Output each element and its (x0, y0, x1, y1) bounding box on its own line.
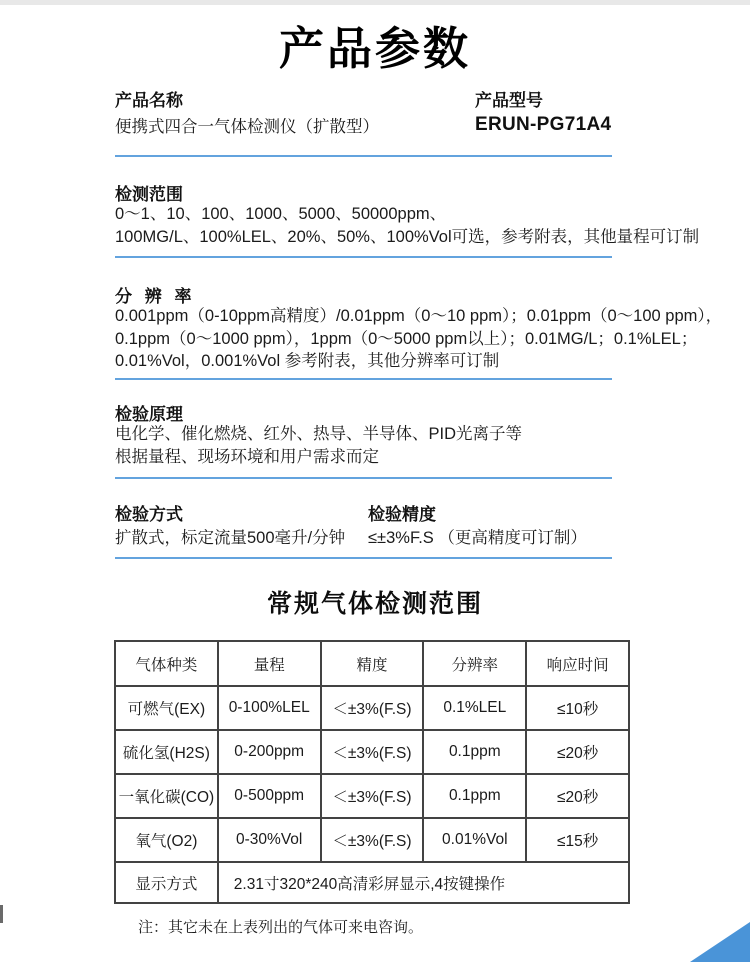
table-header-row (115, 641, 629, 686)
table-footnote: 注：其它未在上表列出的气体可来电咨询。 (138, 919, 424, 936)
cell-response-time: ≤20秒 (526, 730, 629, 774)
product-name-value: 便携式四合一气体检测仪（扩散型） (115, 118, 379, 136)
cell-gas-type: 可燃气(EX) (115, 686, 218, 730)
cell-gas-type: 氧气(O2) (115, 818, 218, 862)
resolution-line-1: 0.001ppm（0-10ppm高精度）/0.01ppm（0～10 ppm）；0.01ppm（0～100 ppm）， (115, 307, 723, 325)
cell-range: 0-500ppm (218, 774, 321, 818)
table-row-ex (115, 686, 629, 730)
cell-range: 0-100%LEL (218, 686, 321, 730)
range-line-1: 0～1、10、100、1000、5000、50000ppm、 (115, 205, 447, 223)
accuracy-value: ≤±3%F.S （更高精度可订制） (368, 529, 587, 547)
cell-range: 0-30%Vol (218, 818, 321, 862)
product-model-value: ERUN-PG71A4 (475, 114, 612, 135)
table-row-co (115, 774, 629, 818)
cell-gas-type: 一氧化碳(CO) (115, 774, 218, 818)
cell-response-time: ≤10秒 (526, 686, 629, 730)
cell-response-time: ≤15秒 (526, 818, 629, 862)
page-title: 产品参数 (278, 23, 471, 74)
cell-gas-type: 硫化氢(H2S) (115, 730, 218, 774)
section-divider (115, 477, 612, 479)
cell-display-label: 显示方式 (115, 862, 218, 903)
resolution-text (115, 305, 722, 373)
cell-accuracy: ＜±3%(F.S) (321, 774, 424, 818)
table-row-o2 (115, 818, 629, 862)
range-text (115, 203, 699, 248)
cell-accuracy: ＜±3%(F.S) (321, 730, 424, 774)
cell-display-value: 2.31寸320*240高清彩屏显示,4按键操作 (218, 862, 629, 903)
resolution-line-2: 0.1ppm（0～1000 ppm），1ppm（0～5000 ppm以上）；0.01MG/L；0.1%LEL； (115, 329, 698, 348)
section-divider (115, 256, 612, 258)
cell-range: 0-200ppm (218, 730, 321, 774)
table-row-display-mode (115, 862, 629, 903)
cell-resolution: 0.1ppm (423, 774, 526, 818)
cell-resolution: 0.1%LEL (423, 686, 526, 730)
principle-text (115, 423, 522, 468)
gas-table-title: 常规气体检测范围 (266, 590, 483, 618)
range-line-2: 100MG/L、100%LEL、20%、50%、100%Vol可选，参考附表，其他量程可订制 (115, 227, 700, 246)
col-header-range: 量程 (218, 641, 321, 686)
top-gray-strip (0, 0, 750, 5)
section-divider (115, 378, 612, 380)
cell-resolution: 0.1ppm (423, 730, 526, 774)
principle-line-1: 电化学、催化燃烧、红外、热导、半导体、PID光离子等 (115, 425, 523, 443)
corner-triangle-decoration (690, 922, 750, 962)
method-label: 检验方式 (115, 505, 183, 524)
cell-response-time: ≤20秒 (526, 774, 629, 818)
product-name-label: 产品名称 (115, 91, 183, 110)
cell-accuracy: ＜±3%(F.S) (321, 818, 424, 862)
gas-spec-table (114, 640, 630, 904)
principle-line-2: 根据量程、现场环境和用户需求而定 (115, 447, 379, 466)
col-header-resolution: 分辨率 (423, 641, 526, 686)
section-divider (115, 557, 612, 559)
resolution-label: 分 辨 率 (115, 287, 196, 306)
cell-accuracy: ＜±3%(F.S) (321, 686, 424, 730)
left-edge-artifact (0, 905, 3, 923)
range-label: 检测范围 (115, 185, 183, 204)
accuracy-label: 检验精度 (368, 505, 436, 524)
principle-label: 检验原理 (115, 405, 183, 424)
col-header-response-time: 响应时间 (526, 641, 629, 686)
col-header-accuracy: 精度 (321, 641, 424, 686)
col-header-gas-type: 气体种类 (115, 641, 218, 686)
table-row-h2s (115, 730, 629, 774)
resolution-line-3: 0.01%Vol，0.001%Vol 参考附表，其他分辨率可订制 (115, 352, 500, 370)
cell-resolution: 0.01%Vol (423, 818, 526, 862)
section-divider (115, 155, 612, 157)
product-model-label: 产品型号 (475, 91, 543, 110)
method-value: 扩散式，标定流量500毫升/分钟 (115, 529, 346, 547)
